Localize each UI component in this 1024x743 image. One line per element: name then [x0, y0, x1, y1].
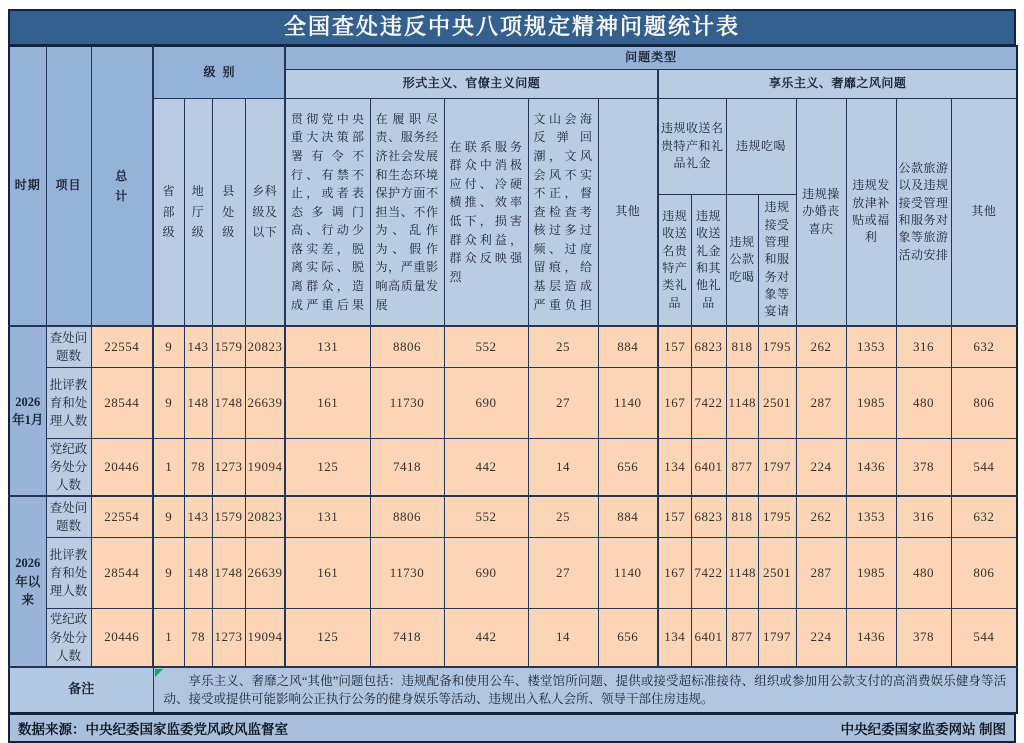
data-cell: 11730: [370, 368, 444, 439]
data-cell: 1353: [846, 326, 896, 368]
header-level-prefecture: 地厅级: [184, 99, 212, 327]
data-cell: 148: [184, 538, 212, 609]
header-dining-group: 违规吃喝: [726, 99, 796, 195]
data-cell: 6823: [691, 326, 726, 368]
header-weddings-funerals: 违规操办婚丧喜庆: [796, 99, 846, 327]
data-cell: 161: [285, 368, 370, 439]
data-cell: 877: [726, 439, 758, 497]
data-cell: 167: [658, 538, 691, 609]
data-cell: 6401: [691, 609, 726, 667]
header-dining-banquets: 违规接受管理和服务对象等宴请: [758, 195, 796, 327]
header-formalism-other: 其他: [598, 99, 658, 327]
data-cell: 157: [658, 496, 691, 538]
data-cell: 552: [444, 496, 528, 538]
data-cell: 544: [951, 609, 1017, 667]
row-label: 党纪政务处分人数: [46, 609, 91, 667]
data-cell: 143: [184, 326, 212, 368]
data-cell: 9: [153, 368, 184, 439]
data-cell: 148: [184, 368, 212, 439]
data-cell: 480: [896, 368, 951, 439]
data-cell: 134: [658, 439, 691, 497]
data-cell: 7418: [370, 609, 444, 667]
row-label: 查处问题数: [46, 496, 91, 538]
data-cell: 26639: [245, 368, 285, 439]
data-cell: 26639: [245, 538, 285, 609]
header-hedonism-group: 享乐主义、奢靡之风问题: [658, 70, 1017, 99]
data-cell: 143: [184, 496, 212, 538]
data-cell: 632: [951, 496, 1017, 538]
data-cell: 1797: [758, 609, 796, 667]
data-cell: 14: [528, 609, 598, 667]
period-cell: 2026年1月: [9, 326, 46, 496]
row-label: 批评教育和处理人数: [46, 538, 91, 609]
data-cell: 1579: [212, 496, 245, 538]
data-cell: 1797: [758, 439, 796, 497]
data-cell: 1436: [846, 609, 896, 667]
data-cell: 20446: [91, 609, 153, 667]
data-cell: 1795: [758, 326, 796, 368]
header-formalism-col-2: 在履职尽责、服务经济社会发展和生态环境保护方面不担当、不作为、乱作为、假作为，严重影响高质量发展: [370, 99, 444, 327]
header-gifts-specialty: 违规收送名贵特产类礼品: [658, 195, 691, 327]
header-level-township: 乡科级及以下: [245, 99, 285, 327]
data-cell: 1148: [726, 538, 758, 609]
data-cell: 818: [726, 326, 758, 368]
data-cell: 27: [528, 538, 598, 609]
data-cell: 25: [528, 496, 598, 538]
data-cell: 22554: [91, 326, 153, 368]
data-cell: 11730: [370, 538, 444, 609]
header-item: 项目: [46, 46, 91, 326]
data-cell: 1273: [212, 439, 245, 497]
data-cell: 28544: [91, 538, 153, 609]
header-gifts-group: 违规收送名贵特产和礼品礼金: [658, 99, 726, 195]
remark-text: 享乐主义、奢靡之风“其他”问题包括：违规配备和使用公车、楼堂馆所问题、提供或接受超标准接待、组织或参加用公款支付的高消费娱乐健身等活动、接受或提供可能影响公正执行公务的健身娱乐等活动、违规出入私人会所、领导干部住房违规。: [163, 673, 1007, 706]
data-cell: 552: [444, 326, 528, 368]
row-label: 批评教育和处理人数: [46, 368, 91, 439]
data-cell: 287: [796, 368, 846, 439]
data-cell: 1985: [846, 538, 896, 609]
header-level-county: 县处级: [212, 99, 245, 327]
data-cell: 161: [285, 538, 370, 609]
data-cell: 287: [796, 538, 846, 609]
remark-cell: [153, 667, 1017, 713]
header-formalism-col-1: 贯彻党中央重大决策部署有令不行、有禁不止，或者表态多调门高、行动少落实差，脱离实际、脱离群众，造成严重后果: [285, 99, 370, 327]
header-problem-type-group: 问题类型: [285, 46, 1017, 70]
data-cell: 8806: [370, 326, 444, 368]
data-cell: 316: [896, 326, 951, 368]
data-cell: 656: [598, 439, 658, 497]
green-corner-icon: [155, 669, 163, 677]
data-cell: 125: [285, 439, 370, 497]
data-cell: 1140: [598, 368, 658, 439]
data-cell: 7422: [691, 538, 726, 609]
header-period: 时期: [9, 46, 46, 326]
header-dining-public-funds: 违规公款吃喝: [726, 195, 758, 327]
data-cell: 131: [285, 496, 370, 538]
data-cell: 27: [528, 368, 598, 439]
data-cell: 378: [896, 609, 951, 667]
data-cell: 262: [796, 326, 846, 368]
data-cell: 1436: [846, 439, 896, 497]
header-gifts-money: 违规收送礼金和其他礼品: [691, 195, 726, 327]
data-cell: 442: [444, 439, 528, 497]
data-cell: 167: [658, 368, 691, 439]
data-cell: 877: [726, 609, 758, 667]
header-formalism-col-4: 文山会海反弹回潮，文风会风不实不正，督查检查考核过多过频、过度留痕，给基层造成严重负担: [528, 99, 598, 327]
table-title: 全国查处违反中央八项规定精神问题统计表: [8, 9, 1016, 45]
data-cell: 632: [951, 326, 1017, 368]
data-cell: 224: [796, 439, 846, 497]
data-cell: 25: [528, 326, 598, 368]
data-cell: 1273: [212, 609, 245, 667]
data-cell: 1985: [846, 368, 896, 439]
data-cell: 1: [153, 439, 184, 497]
data-cell: 22554: [91, 496, 153, 538]
data-cell: 1748: [212, 538, 245, 609]
data-cell: 806: [951, 538, 1017, 609]
data-cell: 20823: [245, 326, 285, 368]
data-cell: 1353: [846, 496, 896, 538]
data-cell: 134: [658, 609, 691, 667]
data-cell: 125: [285, 609, 370, 667]
data-cell: 9: [153, 538, 184, 609]
data-cell: 1: [153, 609, 184, 667]
header-allowances: 违规发放津补贴或福利: [846, 99, 896, 327]
data-cell: 28544: [91, 368, 153, 439]
header-formalism-group: 形式主义、官僚主义问题: [285, 70, 658, 99]
data-cell: 1795: [758, 496, 796, 538]
data-cell: 78: [184, 609, 212, 667]
data-cell: 442: [444, 609, 528, 667]
data-cell: 1748: [212, 368, 245, 439]
data-cell: 8806: [370, 496, 444, 538]
header-public-travel: 公款旅游以及违规接受管理和服务对象等旅游活动安排: [896, 99, 951, 327]
data-cell: 9: [153, 326, 184, 368]
header-hedonism-other: 其他: [951, 99, 1017, 327]
data-source: 数据来源：中央纪委国家监委党风政风监督室: [18, 722, 288, 737]
data-cell: 157: [658, 326, 691, 368]
data-cell: 884: [598, 326, 658, 368]
data-cell: 690: [444, 538, 528, 609]
header-total-label: 总计: [115, 168, 129, 203]
data-cell: 14: [528, 439, 598, 497]
data-cell: 806: [951, 368, 1017, 439]
data-cell: 544: [951, 439, 1017, 497]
period-cell: 2026年以来: [9, 496, 46, 666]
data-cell: 2501: [758, 538, 796, 609]
data-cell: 1148: [726, 368, 758, 439]
header-level-province: 省部级: [153, 99, 184, 327]
statistics-table: [8, 45, 1018, 714]
header-total: [91, 46, 153, 326]
data-cell: 1140: [598, 538, 658, 609]
credit: 中央纪委国家监委网站 制图: [840, 722, 1006, 737]
row-label: 查处问题数: [46, 326, 91, 368]
data-cell: 78: [184, 439, 212, 497]
remark-label: 备注: [9, 667, 153, 713]
data-cell: 224: [796, 609, 846, 667]
data-cell: 19094: [245, 609, 285, 667]
data-cell: 656: [598, 609, 658, 667]
data-cell: 884: [598, 496, 658, 538]
data-cell: 2501: [758, 368, 796, 439]
data-cell: 131: [285, 326, 370, 368]
data-cell: 7422: [691, 368, 726, 439]
data-cell: 9: [153, 496, 184, 538]
data-cell: 480: [896, 538, 951, 609]
row-label: 党纪政务处分人数: [46, 439, 91, 497]
data-cell: 7418: [370, 439, 444, 497]
header-formalism-col-3: 在联系服务群众中消极应付、冷硬横推、效率低下，损害群众利益，群众反映强烈: [444, 99, 528, 327]
data-cell: 6401: [691, 439, 726, 497]
data-cell: 1579: [212, 326, 245, 368]
data-cell: 690: [444, 368, 528, 439]
data-cell: 818: [726, 496, 758, 538]
data-cell: 378: [896, 439, 951, 497]
footer-bar: [8, 714, 1016, 743]
data-cell: 6823: [691, 496, 726, 538]
data-cell: 316: [896, 496, 951, 538]
data-cell: 19094: [245, 439, 285, 497]
data-cell: 20446: [91, 439, 153, 497]
data-cell: 262: [796, 496, 846, 538]
data-cell: 20823: [245, 496, 285, 538]
header-level-group: 级别: [153, 46, 285, 99]
